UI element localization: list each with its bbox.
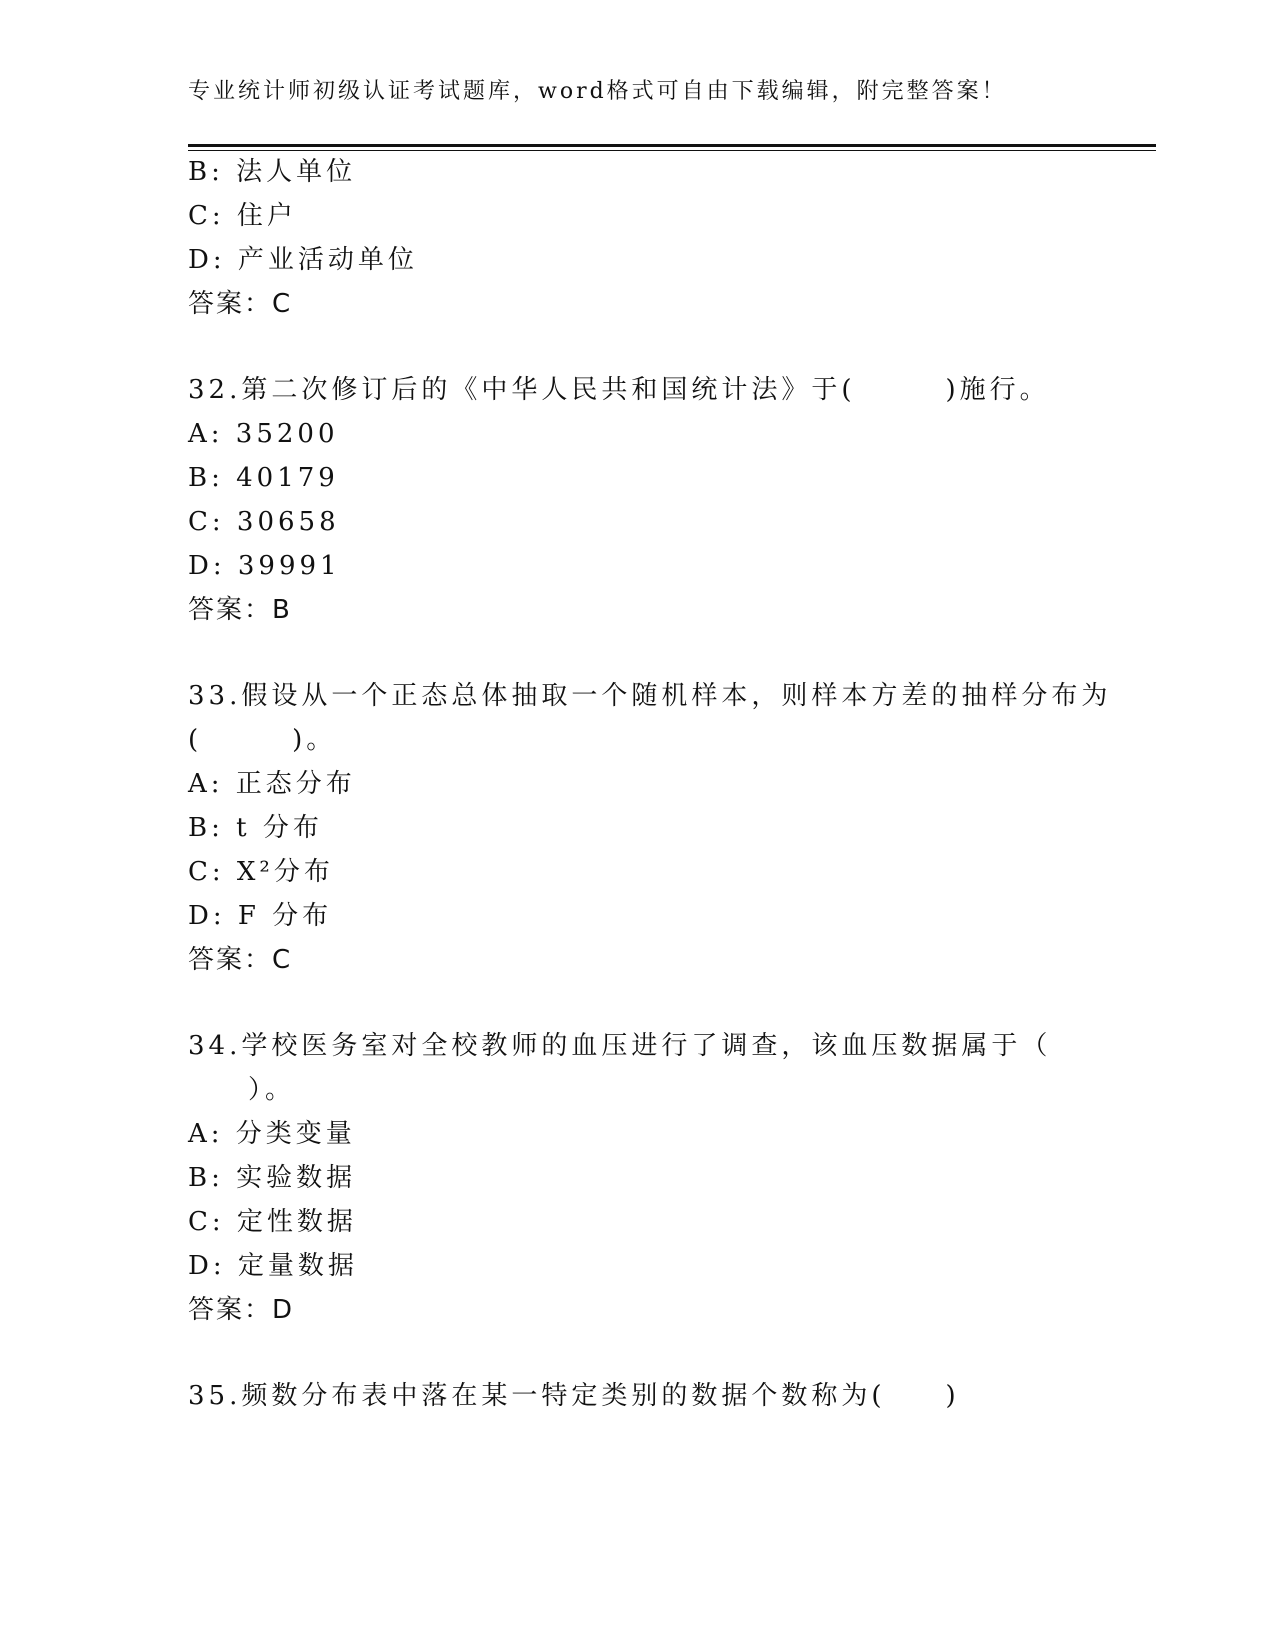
q34-option-b: B: 实验数据: [188, 1163, 357, 1193]
q34-option-c: C: 定性数据: [188, 1207, 357, 1237]
q35-stem: 35.频数分布表中落在某一特定类别的数据个数称为( ): [188, 1381, 960, 1411]
q32-answer: 答案：B: [188, 595, 292, 625]
q31-answer: 答案：C: [188, 289, 293, 319]
q33-stem-line2: ( )。: [188, 725, 337, 755]
header-rule-thin: [188, 150, 1156, 151]
q33-option-d: D: F 分布: [188, 901, 333, 931]
q33-stem-line1: 33.假设从一个正态总体抽取一个随机样本，则样本方差的抽样分布为: [188, 681, 1112, 711]
q32-stem: 32.第二次修订后的《中华人民共和国统计法》于( )施行。: [188, 375, 1050, 405]
q31-option-c: C: 住户: [188, 201, 297, 231]
q32-option-c: C: 30658: [188, 507, 340, 537]
q33-answer: 答案：C: [188, 945, 293, 975]
header-rule-thick: [188, 144, 1156, 147]
q32-option-d: D: 39991: [188, 551, 341, 581]
q34-answer: 答案：D: [188, 1295, 295, 1325]
q31-option-d: D: 产业活动单位: [188, 245, 418, 275]
q34-stem-line2: ）。: [188, 1075, 296, 1105]
q32-option-a: A: 35200: [188, 419, 339, 449]
q33-option-c: C: X²分布: [188, 857, 334, 887]
q32-option-b: B: 40179: [188, 463, 339, 493]
q34-option-a: A: 分类变量: [188, 1119, 356, 1149]
q33-option-b: B: t 分布: [188, 813, 323, 843]
page-header: 专业统计师初级认证考试题库，word格式可自由下载编辑，附完整答案！: [188, 79, 1007, 104]
q34-stem-line1: 34.学校医务室对全校教师的血压进行了调查，该血压数据属于（: [188, 1031, 1052, 1061]
q34-option-d: D: 定量数据: [188, 1251, 358, 1281]
q31-option-b: B: 法人单位: [188, 157, 357, 187]
q33-option-a: A: 正态分布: [188, 769, 356, 799]
